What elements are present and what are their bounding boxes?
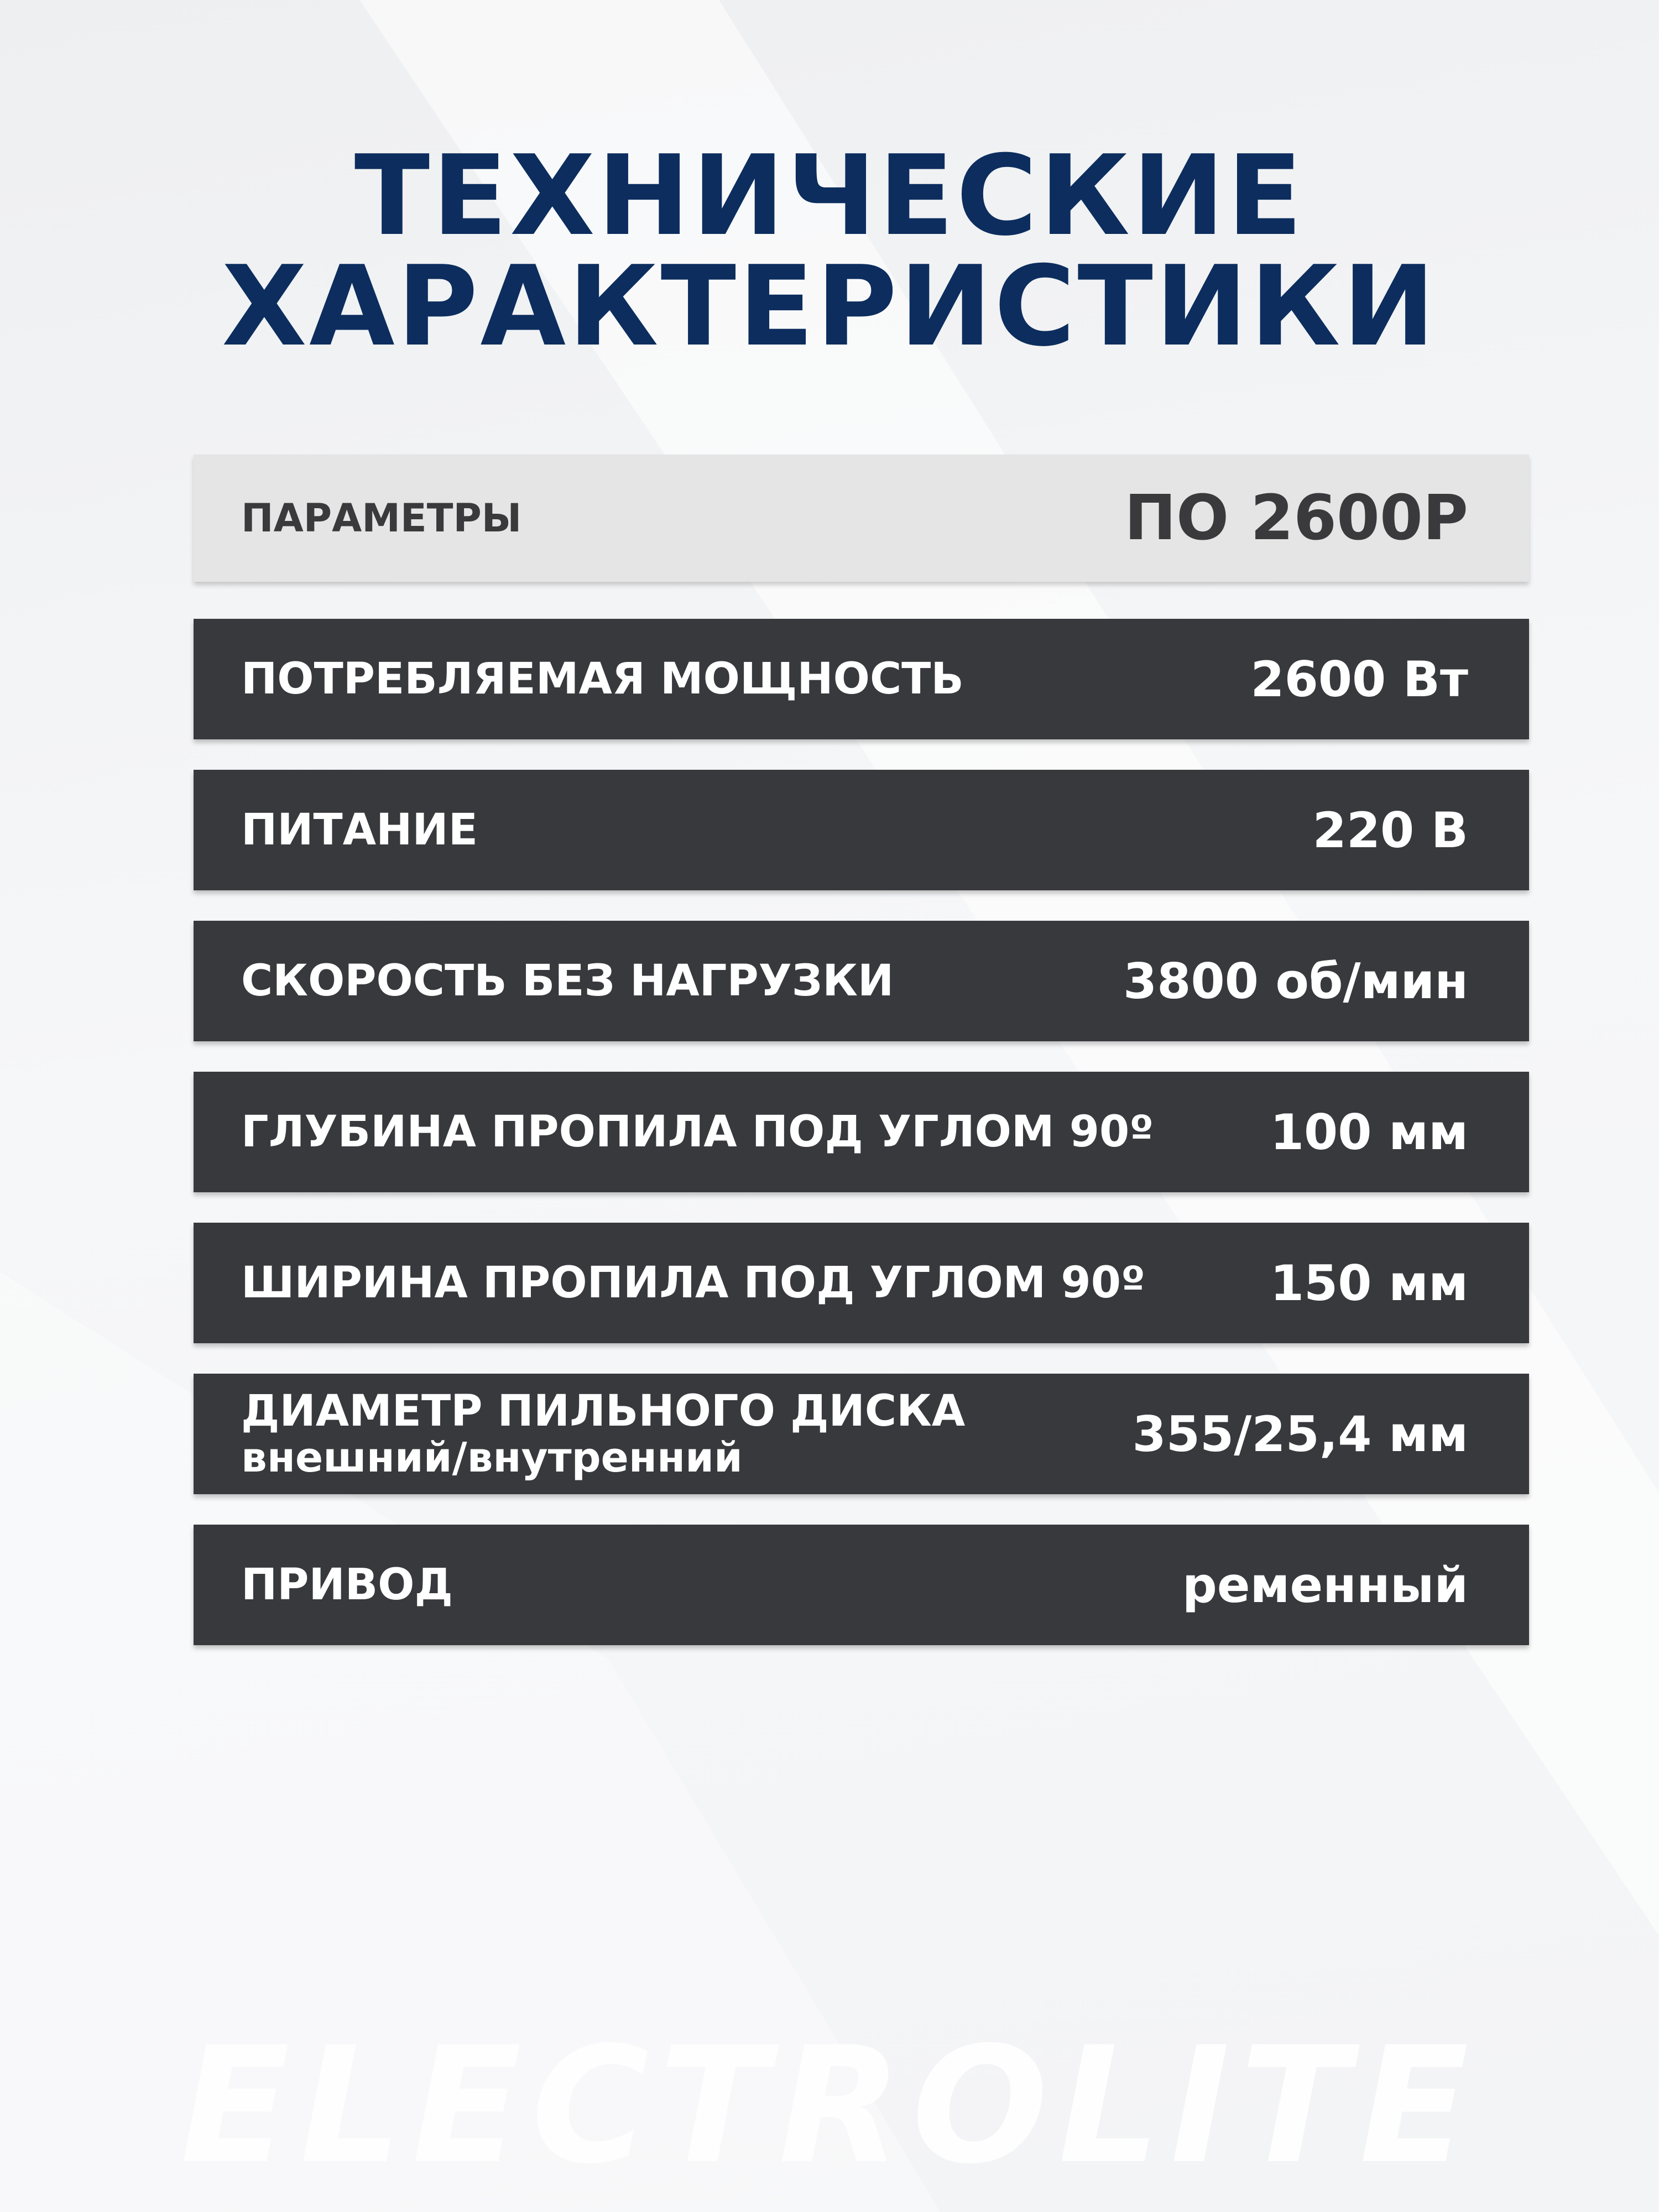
spec-value: 220 В: [1312, 801, 1468, 859]
spec-value: 150 мм: [1270, 1254, 1468, 1312]
spec-param: СКОРОСТЬ БЕЗ НАГРУЗКИ: [241, 956, 894, 1006]
spec-row-cut-depth: [194, 1072, 1529, 1192]
spec-row-drive: [194, 1525, 1529, 1645]
spec-value: 2600 Вт: [1250, 650, 1468, 708]
spec-value: ременный: [1182, 1556, 1468, 1614]
spec-row-cut-width: [194, 1223, 1529, 1343]
title-line-2: ХАРАКТЕРИСТИКИ: [221, 242, 1438, 371]
spec-param: ПРИВОД: [241, 1560, 453, 1610]
brand-watermark: ELECTROLITE: [180, 2013, 1479, 2199]
spec-table-header: [194, 455, 1529, 582]
spec-row-power: [194, 619, 1529, 739]
spec-value: 3800 об/мин: [1123, 952, 1468, 1010]
spec-row-disc-diameter: [194, 1374, 1529, 1494]
spec-value: 355/25,4 мм: [1132, 1405, 1468, 1463]
page-title: [0, 132, 1659, 371]
header-param-label: ПАРАМЕТРЫ: [241, 495, 522, 541]
spec-param-sub: внешний/внутренний: [241, 1434, 743, 1481]
spec-value: 100 мм: [1270, 1103, 1468, 1161]
spec-param: ШИРИНА ПРОПИЛА ПОД УГЛОМ 90º: [241, 1258, 1145, 1308]
spec-row-speed: [194, 921, 1529, 1041]
header-model-label: ПО 2600Р: [1124, 482, 1468, 554]
spec-param: ГЛУБИНА ПРОПИЛА ПОД УГЛОМ 90º: [241, 1107, 1154, 1157]
spec-param-main: ДИАМЕТР ПИЛЬНОГО ДИСКА: [241, 1386, 966, 1436]
title-line-1: ТЕХНИЧЕСКИЕ: [354, 132, 1305, 260]
spec-row-supply: [194, 770, 1529, 890]
spec-param: ПИТАНИЕ: [241, 805, 478, 855]
spec-param: ПОТРЕБЛЯЕМАЯ МОЩНОСТЬ: [241, 654, 964, 704]
